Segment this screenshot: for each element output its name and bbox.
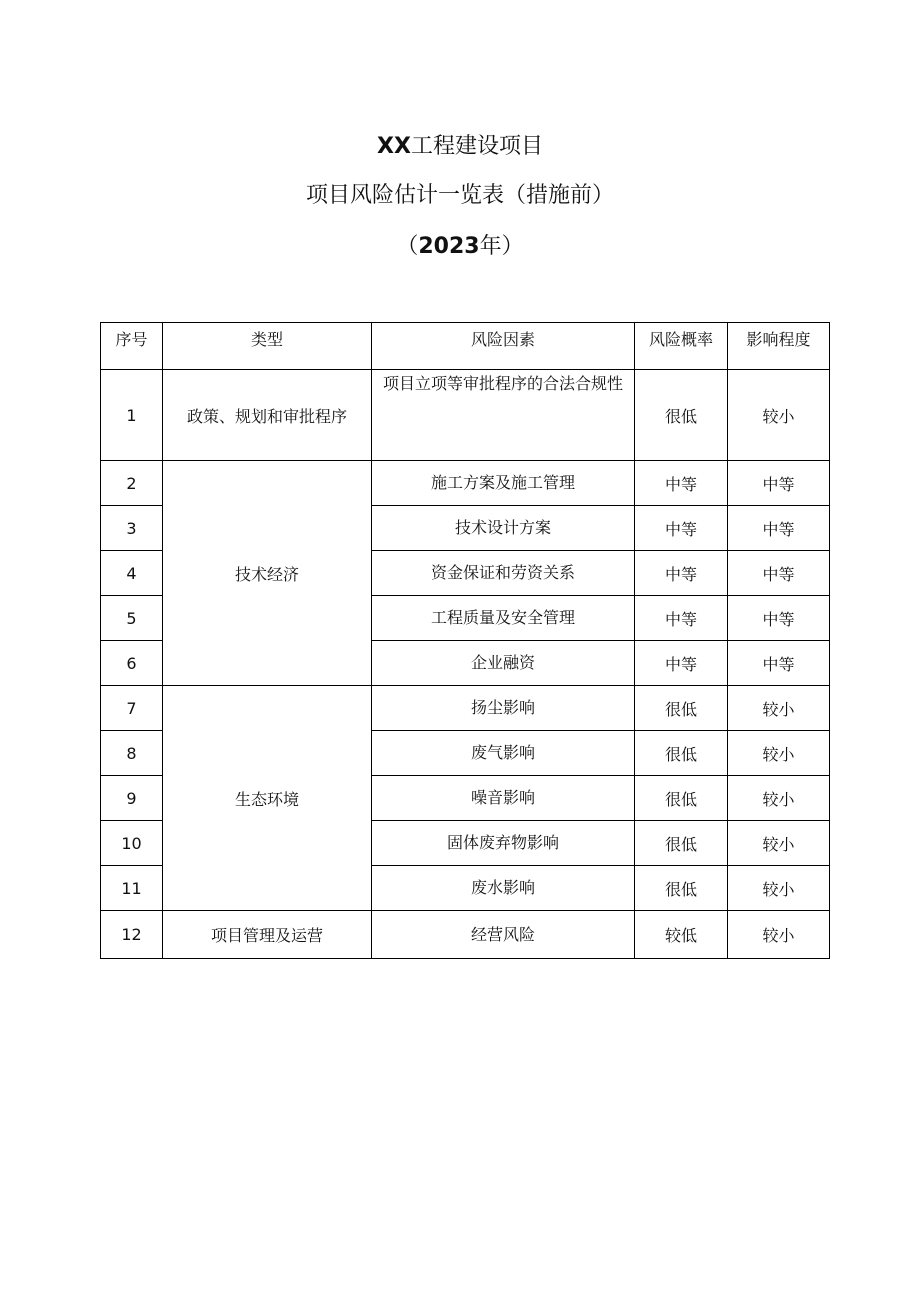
risk-factor-cell: 废水影响 [372,866,635,911]
document-subtitle: 项目风险估计一览表（措施前） [305,183,614,208]
probability-cell: 很低 [635,866,728,911]
risk-factor-cell: 技术设计方案 [372,506,635,551]
table-row [101,911,830,959]
column-header-seq: 序号 [101,323,163,370]
risk-factor-cell: 扬尘影响 [372,686,635,731]
probability-cell: 很低 [635,370,728,461]
probability-cell: 中等 [635,641,728,686]
risk-factor-cell: 项目立项等审批程序的合法合规性 [372,370,635,461]
seq-cell: 6 [101,641,163,686]
risk-factor-cell: 废气影响 [372,731,635,776]
risk-factor-cell: 企业融资 [372,641,635,686]
probability-cell: 很低 [635,776,728,821]
document-title [0,132,920,162]
probability-cell: 中等 [635,506,728,551]
probability-cell: 很低 [635,731,728,776]
year-suffix: 年） [479,234,524,259]
table-row [101,370,830,461]
impact-cell: 较小 [728,370,830,461]
probability-cell: 较低 [635,911,728,959]
column-header-impact: 影响程度 [728,323,830,370]
impact-cell: 中等 [728,641,830,686]
seq-cell: 8 [101,731,163,776]
risk-factor-cell: 施工方案及施工管理 [372,461,635,506]
impact-cell: 较小 [728,776,830,821]
seq-cell: 10 [101,821,163,866]
seq-cell: 12 [101,911,163,959]
table-row [101,461,830,506]
year-number: 2023 [418,234,480,259]
impact-cell: 较小 [728,821,830,866]
impact-cell: 较小 [728,686,830,731]
seq-cell: 5 [101,596,163,641]
table-row [101,686,830,731]
impact-cell: 较小 [728,911,830,959]
impact-cell: 中等 [728,551,830,596]
probability-cell: 中等 [635,551,728,596]
risk-factor-cell: 噪音影响 [372,776,635,821]
risk-factor-cell: 经营风险 [372,911,635,959]
seq-cell: 1 [101,370,163,461]
seq-cell: 9 [101,776,163,821]
seq-cell: 7 [101,686,163,731]
seq-cell: 3 [101,506,163,551]
category-cell: 生态环境 [163,686,372,911]
column-header-risk-factor: 风险因素 [372,323,635,370]
impact-cell: 中等 [728,596,830,641]
document-year [0,232,920,262]
risk-factor-cell: 资金保证和劳资关系 [372,551,635,596]
title-project-code: XX [377,134,411,159]
table-header-row [101,323,830,370]
title-project-name: 工程建设项目 [410,134,543,159]
category-cell: 政策、规划和审批程序 [163,370,372,461]
probability-cell: 很低 [635,686,728,731]
probability-cell: 中等 [635,461,728,506]
impact-cell: 较小 [728,866,830,911]
column-header-probability: 风险概率 [635,323,728,370]
risk-factor-cell: 工程质量及安全管理 [372,596,635,641]
probability-cell: 中等 [635,596,728,641]
probability-cell: 很低 [635,821,728,866]
risk-factor-cell: 固体废弃物影响 [372,821,635,866]
seq-cell: 4 [101,551,163,596]
column-header-category: 类型 [163,323,372,370]
seq-cell: 2 [101,461,163,506]
impact-cell: 中等 [728,461,830,506]
year-open-paren: （ [396,234,419,259]
seq-cell: 11 [101,866,163,911]
risk-estimate-table [100,322,830,959]
impact-cell: 较小 [728,731,830,776]
category-cell: 项目管理及运营 [163,911,372,959]
category-cell: 技术经济 [163,461,372,686]
impact-cell: 中等 [728,506,830,551]
